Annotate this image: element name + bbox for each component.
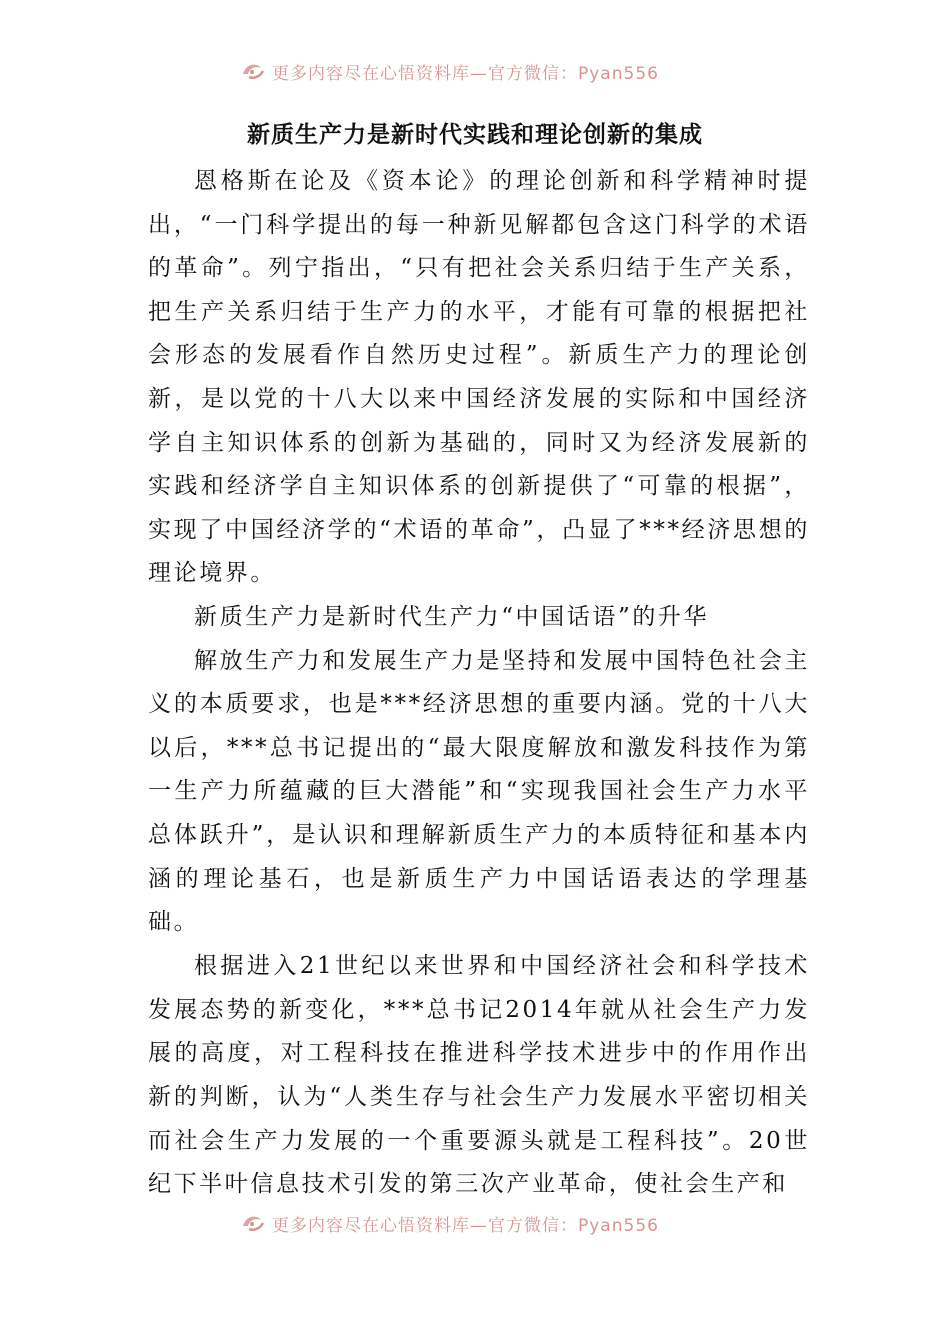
watermark-bottom-text: 更多内容尽在心悟资料库—官方微信：Pyan556 — [272, 1215, 659, 1236]
logo-icon — [240, 60, 266, 82]
section-heading: 新质生产力是新时代生产力“中国话语”的升华 — [194, 603, 710, 630]
logo-icon — [240, 1212, 266, 1234]
document-title: 新质生产力是新时代实践和理论创新的集成 — [247, 121, 703, 148]
watermark-bottom — [240, 1210, 720, 1236]
watermark-top-text: 更多内容尽在心悟资料库—官方微信：Pyan556 — [272, 63, 659, 84]
paragraph: 恩格斯在论及《资本论》的理论创新和科学精神时提出，“一门科学提出的每一种新见解都包含这门科学的术语的革命”。列宁指出，“只有把社会关系归结于生产关系，把生产关系归结于生产力的水平，才能有可靠的根据把社会形态的发展看作自然历史过程”。新质生产力的理论创新，是以党的十八大以来中国经济发展的实际和中国经济学自主知识体系的创新为基础的，同时又为经济发展新的实践和经济学自主知识体系的创新提供了“可靠的根据”，实现了中国经济学的“术语的革命”，凸显了***经济思想的理论境界。 — [148, 168, 810, 587]
watermark-top — [240, 58, 720, 84]
paragraph: 根据进入21世纪以来世界和中国经济社会和科学技术发展态势的新变化，***总书记2014年就从社会生产力发展的高度，对工程科技在推进科学技术进步中的作用作出新的判断，认为“人类生存与社会生产力发展水平密切相关而社会生产力发展的一个重要源头就是工程科技”。20世纪下半叶信息技术引发的第三次产业革命，使社会生产和 — [148, 953, 810, 1198]
paragraph: 解放生产力和发展生产力是坚持和发展中国特色社会主义的本质要求，也是***经济思想的重要内涵。党的十八大以后，***总书记提出的“最大限度解放和激发科技作为第一生产力所蕴藏的巨大潜能”和“实现我国社会生产力水平总体跃升”，是认识和理解新质生产力的本质特征和基本内涵的理论基石，也是新质生产力中国话语表达的学理基础。 — [148, 647, 810, 936]
document-body — [148, 160, 810, 1207]
